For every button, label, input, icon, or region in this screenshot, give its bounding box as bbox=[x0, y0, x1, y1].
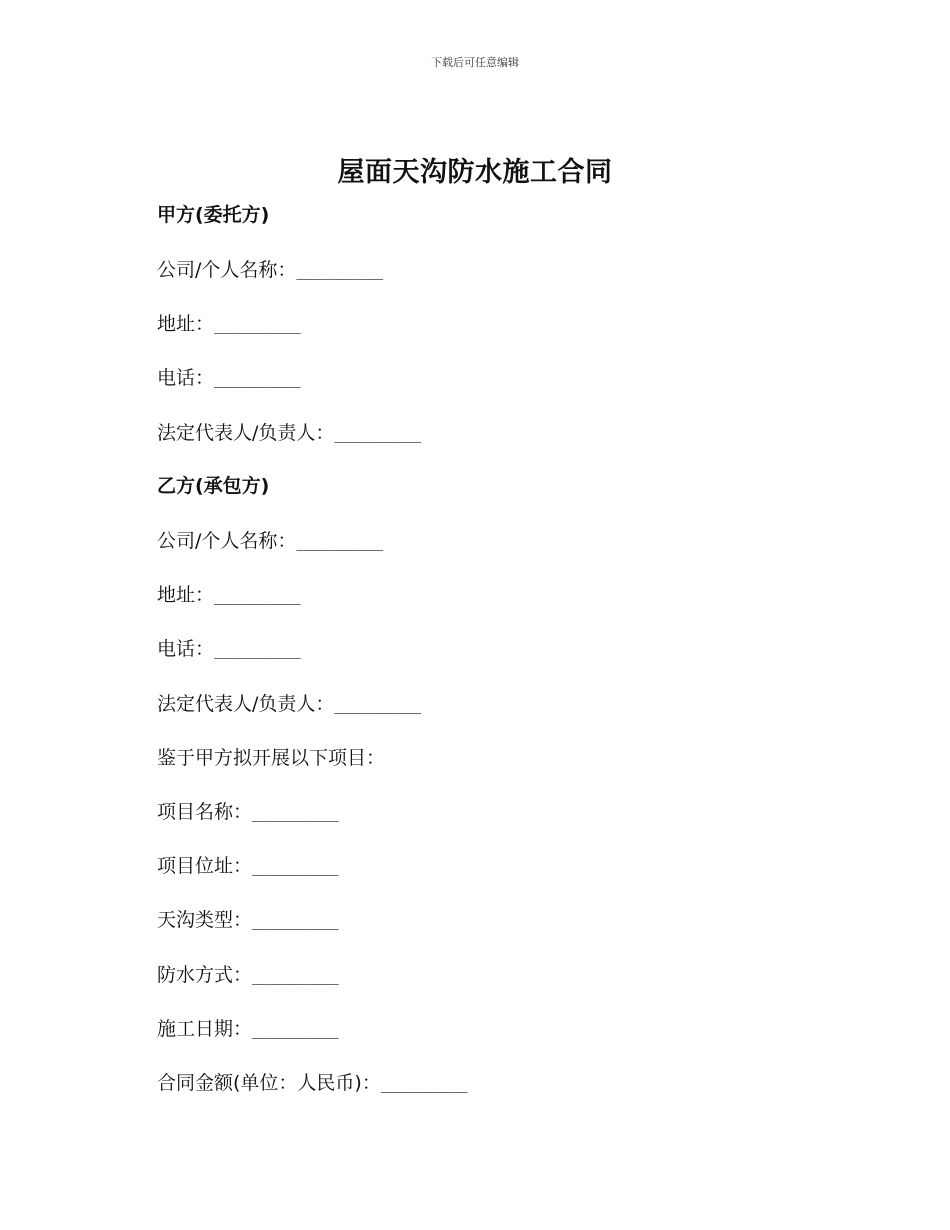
party-b-heading: 乙方(承包方) bbox=[157, 475, 270, 497]
field-blank: _________ bbox=[334, 695, 422, 714]
project-location-field bbox=[157, 851, 339, 878]
waterproof-method-field bbox=[157, 960, 339, 987]
field-label: 天沟类型： bbox=[157, 909, 253, 931]
party-b-phone-field bbox=[157, 634, 301, 661]
party-b-representative-field bbox=[157, 689, 421, 716]
field-label: 项目位址： bbox=[157, 855, 253, 877]
field-label: 公司/个人名称： bbox=[157, 259, 297, 281]
field-label: 合同金额(单位：人民币)： bbox=[157, 1072, 381, 1094]
field-label: 地址： bbox=[157, 584, 215, 606]
field-blank: _________ bbox=[252, 803, 339, 822]
party-a-heading: 甲方(委托方) bbox=[157, 204, 270, 226]
contract-amount-field bbox=[157, 1068, 468, 1095]
party-a-phone-field bbox=[157, 363, 301, 390]
field-blank: _________ bbox=[252, 911, 339, 930]
party-b-address-field bbox=[157, 580, 301, 607]
project-intro: 鉴于甲方拟开展以下项目： bbox=[157, 747, 386, 769]
field-label: 项目名称： bbox=[157, 801, 253, 823]
field-label: 电话： bbox=[157, 638, 215, 660]
field-blank: _________ bbox=[252, 1020, 339, 1039]
party-b-company-field bbox=[157, 526, 383, 553]
field-blank: _________ bbox=[334, 424, 422, 443]
field-blank: _________ bbox=[252, 966, 339, 985]
field-label: 法定代表人/负责人： bbox=[157, 422, 335, 444]
field-label: 法定代表人/负责人： bbox=[157, 693, 335, 715]
header-note: 下载后可任意编辑 bbox=[431, 56, 519, 69]
field-blank: _________ bbox=[214, 369, 301, 388]
field-blank: _________ bbox=[252, 857, 339, 876]
party-a-company-field bbox=[157, 255, 383, 282]
field-blank: _________ bbox=[214, 315, 301, 334]
field-blank: _________ bbox=[214, 640, 301, 659]
field-label: 地址： bbox=[157, 313, 215, 335]
field-label: 施工日期： bbox=[157, 1018, 253, 1040]
project-name-field bbox=[157, 797, 339, 824]
document-title: 屋面天沟防水施工合同 bbox=[337, 157, 613, 188]
gutter-type-field bbox=[157, 905, 339, 932]
party-a-representative-field bbox=[157, 418, 421, 445]
construction-date-field bbox=[157, 1014, 339, 1041]
field-label: 防水方式： bbox=[157, 964, 253, 986]
field-label: 电话： bbox=[157, 367, 215, 389]
field-label: 公司/个人名称： bbox=[157, 530, 297, 552]
field-blank: _________ bbox=[296, 532, 384, 551]
field-blank: _________ bbox=[296, 261, 384, 280]
field-blank: _________ bbox=[214, 586, 301, 605]
party-a-address-field bbox=[157, 309, 301, 336]
field-blank: _________ bbox=[380, 1074, 468, 1093]
